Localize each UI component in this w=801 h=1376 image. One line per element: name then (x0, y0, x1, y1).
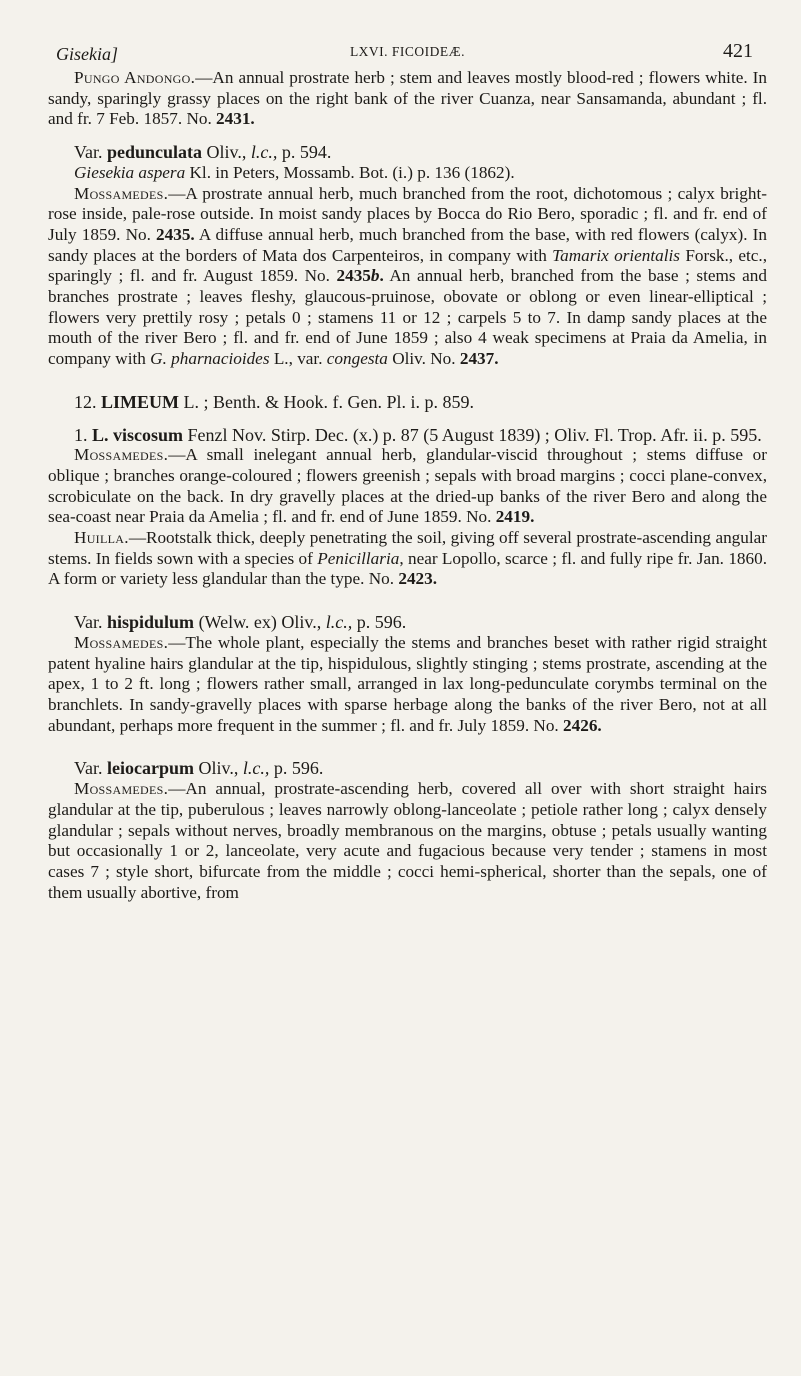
locality-name: Mossamedes. (74, 779, 169, 799)
variety-name: leiocarpum (107, 758, 194, 779)
paragraph-text: , near Lopollo, scarce ; fl. and fully ripe fr. Jan. 1860. A form or variety less glandular than the type. No. (48, 548, 768, 589)
paragraph-text: —An annual, prostrate-ascending herb, covered all over with short straight hairs glandular at the tip, puberulous ; leaves narrowly oblong-lanceolate ; petiole rather long ; calyx densely glandular ; sepals without nerves, broadly membranous on the margins, obtuse ; petals usually wanting but occasionally 1 or 2, lanceolate, very acute and fugacious because very tender ; stamens in most cases 7 ; style short, bifurcate from the middle ; cocci hemi-spherical, shorter than the sepals, one of them usually abortive, from (48, 779, 767, 902)
variety-lead: Var. (74, 612, 107, 633)
species-name: Tamarix orientalis (552, 245, 681, 265)
loc-cit: l.c., (250, 142, 278, 163)
specimen-number-stop: . (379, 266, 384, 286)
paragraph-text: An annual herb, branched from the base ; stems and branches prostrate ; leaves fleshy, glaucous-pruinose, obovate or oblong or even linear-elliptical ; flowers very prettily rosy ; petals 0 ; stamens 11 or 12 ; carpels 5 to 7. In damp sandy places at the mouth of the river Bero ; fl. and fr. end of June 1859 ; also 4 weak specimens at Praia da Amelia, in company with (48, 266, 767, 369)
specimen-number-suffix: b (370, 266, 380, 286)
paragraph-text: —Rootstalk thick, deeply penetrating the soil, giving off several prostrate-ascending angular stems. In fields sown with a species of (48, 528, 767, 568)
genus-reference: Penicillaria (317, 548, 400, 568)
specimen-number: 2435 (336, 266, 371, 286)
variety-citation: (Welw. ex) Oliv., (194, 612, 326, 633)
locality-name: Pungo Andongo. (74, 68, 196, 87)
paragraph-text: L., var. (269, 349, 327, 369)
synonym-citation: Kl. in Peters, Mossamb. Bot. (i.) p. 136 (1862). (185, 162, 515, 182)
specimen-number: 2437. (459, 349, 499, 369)
specimen-number: 2419. (495, 507, 535, 527)
variety-name: congesta (326, 349, 388, 369)
paragraph-text: Forsk., etc., sparingly ; fl. and fr. August 1859. No. (48, 245, 767, 286)
specimen-number: 2423. (398, 569, 438, 589)
variety-page: p. 594. (277, 142, 332, 163)
variety-citation: Oliv., (194, 758, 243, 779)
variety-citation: Oliv., (202, 142, 251, 163)
variety-lead: Var. (74, 142, 107, 163)
running-head (48, 22, 767, 64)
locality-name: Mossamedes. (74, 632, 169, 652)
locality-name: Mossamedes. (74, 445, 169, 465)
paragraph-huilla (48, 528, 767, 590)
locality-name: Huilla. (74, 528, 129, 548)
paragraph-text: Oliv. No. (387, 349, 460, 369)
genus-number: 12. (74, 391, 101, 412)
genus-name: LIMEUM (101, 391, 179, 412)
locality-name: Mossamedes. (74, 183, 169, 203)
running-head-section: LXVI. FICOIDEÆ. (349, 44, 466, 59)
synonym-name: Giesekia aspera (74, 162, 186, 182)
variety-name: hispidulum (107, 612, 195, 633)
variety-page: p. 596. (352, 612, 407, 633)
variety-lead: Var. (74, 758, 107, 779)
specimen-number: 2431. (216, 109, 255, 129)
paragraph-mossamedes-2 (48, 445, 767, 528)
variety-page: p. 596. (269, 758, 324, 779)
specimen-number: 2435. (156, 224, 195, 244)
paragraph-pungo-andongo (48, 68, 767, 130)
body-text (48, 68, 767, 903)
species-number: 1. (74, 424, 92, 445)
paragraph-text: —An annual prostrate herb ; stem and leaves mostly blood-red ; flowers white. In sandy, sparingly grassy places on the right bank of the river Cuanza, near Sansamanda, abundant ; fl. and fr. 7 Feb. 1857. No. (48, 68, 767, 129)
species-heading-viscosum (48, 425, 767, 446)
variety-heading-hispidulum (48, 612, 767, 633)
paragraph-text: —The whole plant, especially the stems and branches beset with rather rigid straight patent hyaline hairs glandular at the tip, hispidulous, slightly stinging ; stems prostrate, ascending at the apex, 1 to 2 ft. long ; flowers rather small, arranged in lax long-pedunculate corymbs terminal on the branchlets. In sandy-gravelly places with sparse herbage along the banks of the river Bero, not at all abundant, perhaps more frequent in the summer ; fl. and fr. July 1859. No. (48, 632, 767, 735)
paragraph-mossamedes-1 (48, 184, 767, 370)
species-name: G. pharnacioides (150, 349, 270, 369)
loc-cit: l.c., (242, 758, 270, 779)
species-name: L. viscosum (92, 424, 184, 445)
synonym-line (48, 163, 767, 184)
running-head-genus: Gisekia] (56, 44, 118, 64)
paragraph-mossamedes-4 (48, 779, 767, 903)
specimen-number: 2426. (563, 715, 602, 735)
variety-heading-pedunculata (48, 142, 767, 163)
page-number: 421 (723, 40, 753, 62)
paragraph-mossamedes-3 (48, 633, 767, 737)
paragraph-text: —A prostrate annual herb, much branched from the root, dichotomous ; calyx bright-rose inside, pale-rose outside. In moist sandy places by Bocca do Rio Bero, sporadic ; fl. and fr. end of July 1859. No. (48, 183, 767, 244)
genus-heading-limeum (48, 392, 767, 413)
genus-citation: L. ; Benth. & Hook. f. Gen. Pl. i. p. 859. (179, 391, 474, 412)
paragraph-text: —A small inelegant annual herb, glandular-viscid throughout ; stems diffuse or oblique ; branches orange-coloured ; flowers greenish ; sepals with broad margins ; cocci plane-convex, scrobiculate on the back. In dry gravelly places at the dried-up banks of the river Bero and along the sea-coast near Praia da Amelia ; fl. and fr. end of June 1859. No. (48, 445, 767, 527)
species-citation: Fenzl Nov. Stirp. Dec. (x.) p. 87 (5 August 1839) ; Oliv. Fl. Trop. Afr. ii. p. 595. (183, 424, 762, 445)
loc-cit: l.c., (325, 612, 353, 633)
variety-heading-leiocarpum (48, 758, 767, 779)
paragraph-text: A diffuse annual herb, much branched from the base, with red flowers (calyx). In sandy places at the borders of Mata dos Carpenteiros, in company with (48, 224, 767, 265)
variety-name: pedunculata (107, 142, 203, 163)
